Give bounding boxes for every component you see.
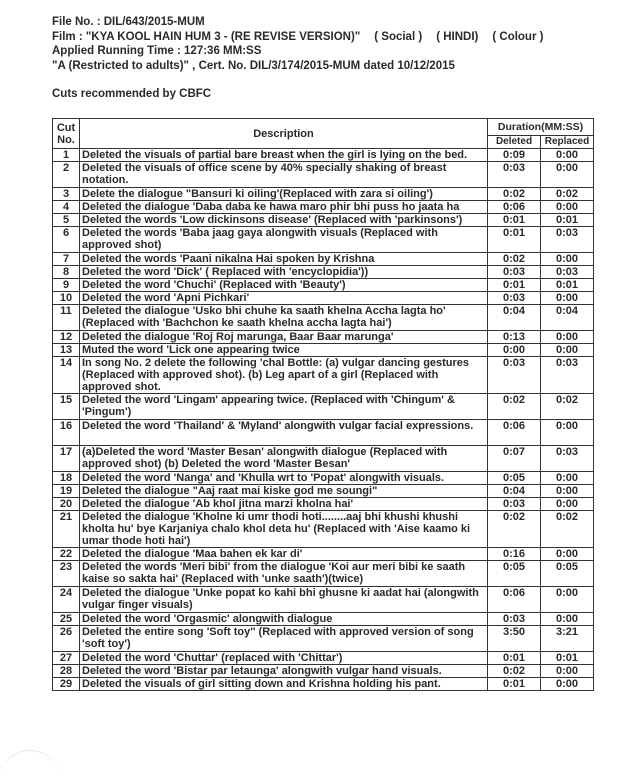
replaced-duration: 0:03 (541, 446, 594, 472)
certificate-line: "A (Restricted to adults)" , Cert. No. DIL/3/174/2015-MUM dated 10/12/2015 (52, 59, 455, 72)
cut-description: Deleted the dialogue "Aaj raat mai kiske god me soungi" (80, 485, 488, 498)
replaced-duration: 0:02 (541, 394, 594, 420)
cut-description: Deleted the dialogue 'Maa bahen ek kar di' (80, 548, 488, 561)
cut-number: 7 (53, 253, 80, 266)
replaced-duration: 0:00 (541, 162, 594, 188)
cut-description: Deleted the word 'Chuchi' (Replaced with 'Beauty') (80, 279, 488, 292)
table-row (53, 498, 594, 511)
cut-description: Deleted the dialogue 'Roj Roj marunga, Baar Baar marunga' (80, 331, 488, 344)
deleted-duration: 0:06 (488, 420, 541, 446)
deleted-duration: 0:03 (488, 266, 541, 279)
cut-number: 4 (53, 201, 80, 214)
table-row (53, 678, 594, 691)
cut-description: Deleted the words 'Paani nikalna Hai spoken by Krishna (80, 253, 488, 266)
replaced-duration: 0:02 (541, 188, 594, 201)
table-row (53, 626, 594, 652)
replaced-duration: 0:04 (541, 305, 594, 331)
deleted-duration: 0:06 (488, 587, 541, 613)
cut-description: Deleted the word 'Bistar par letaunga' alongwith vulgar hand visuals. (80, 665, 488, 678)
replaced-duration: 0:00 (541, 331, 594, 344)
table-row (53, 227, 594, 253)
table-row (53, 253, 594, 266)
file-number: File No. : DIL/643/2015-MUM (52, 16, 205, 28)
table-row (53, 305, 594, 331)
replaced-duration: 0:01 (541, 652, 594, 665)
cut-number: 15 (53, 394, 80, 420)
deleted-duration: 0:02 (488, 394, 541, 420)
cut-description: Deleted the word 'Dick' ( Replaced with 'encyclopidia')) (80, 266, 488, 279)
table-row (53, 344, 594, 357)
replaced-duration: 0:03 (541, 357, 594, 394)
cuts-table-body (53, 149, 594, 691)
header-replaced: Replaced (541, 136, 594, 149)
cut-description: Deleted the word 'Orgasmic' alongwith dialogue (80, 613, 488, 626)
film-line (52, 30, 543, 45)
cut-description: Deleted the dialogue 'Kholne ki umr thodi hoti........aaj bhi khushi khushi kholta hu' bye Karjaniya chalo khol deta hu' (Replaced with 'Aise kaamo ki umar thode hoti hai') (80, 511, 488, 548)
cuts-table (52, 118, 594, 691)
replaced-duration: 0:00 (541, 678, 594, 691)
cut-description: Deleted the visuals of partial bare breast when the girl is lying on the bed. (80, 149, 488, 162)
cut-number: 14 (53, 357, 80, 394)
header-description: Description (80, 119, 488, 149)
replaced-duration: 0:02 (541, 511, 594, 548)
cut-description: Deleted the dialogue 'Daba daba ke hawa maro phir bhi puss ho jaata ha (80, 201, 488, 214)
cut-number: 29 (53, 678, 80, 691)
table-row (53, 420, 594, 446)
cut-description: Deleted the dialogue 'Ab khol jitna marzi kholna hai' (80, 498, 488, 511)
deleted-duration: 0:04 (488, 485, 541, 498)
deleted-duration: 0:01 (488, 214, 541, 227)
running-time: Applied Running Time : 127:36 MM:SS (52, 45, 262, 57)
replaced-duration: 0:00 (541, 613, 594, 626)
cut-number: 1 (53, 149, 80, 162)
deleted-duration: 0:09 (488, 149, 541, 162)
table-row (53, 357, 594, 394)
replaced-duration: 0:00 (541, 472, 594, 485)
deleted-duration: 0:03 (488, 292, 541, 305)
replaced-duration: 0:03 (541, 227, 594, 253)
cut-number: 18 (53, 472, 80, 485)
cut-description: Muted the word 'Lick one appearing twice (80, 344, 488, 357)
header-cut-no: Cut No. (53, 119, 80, 149)
cut-description: (a)Deleted the word 'Master Besan' alongwith dialogue (Replaced with approved shot) (b) Deleted the word 'Master Besan' (80, 446, 488, 472)
replaced-duration: 0:00 (541, 201, 594, 214)
cut-number: 8 (53, 266, 80, 279)
cut-number: 26 (53, 626, 80, 652)
table-row (53, 188, 594, 201)
replaced-duration: 0:05 (541, 561, 594, 587)
table-row (53, 548, 594, 561)
deleted-duration: 0:16 (488, 548, 541, 561)
cut-number: 22 (53, 548, 80, 561)
cut-description: Deleted the word 'Thailand' & 'Myland' alongwith vulgar facial expressions. (80, 420, 488, 446)
cut-number: 21 (53, 511, 80, 548)
cut-description: Deleted the word 'Chuttar' (replaced with 'Chittar') (80, 652, 488, 665)
table-row (53, 266, 594, 279)
deleted-duration: 0:07 (488, 446, 541, 472)
deleted-duration: 0:01 (488, 279, 541, 292)
replaced-duration: 0:03 (541, 266, 594, 279)
deleted-duration: 0:01 (488, 652, 541, 665)
cut-number: 24 (53, 587, 80, 613)
cut-number: 13 (53, 344, 80, 357)
replaced-duration: 0:00 (541, 420, 594, 446)
header-deleted: Deleted (488, 136, 541, 149)
cut-number: 11 (53, 305, 80, 331)
replaced-duration: 0:01 (541, 279, 594, 292)
deleted-duration: 0:02 (488, 511, 541, 548)
replaced-duration: 0:00 (541, 253, 594, 266)
table-row (53, 162, 594, 188)
table-row (53, 201, 594, 214)
table-row (53, 652, 594, 665)
replaced-duration: 0:00 (541, 292, 594, 305)
table-row (53, 472, 594, 485)
cut-description: Deleted the words 'Low dickinsons disease' (Replaced with 'parkinsons') (80, 214, 488, 227)
film-colour: ( Colour ) (492, 30, 544, 43)
cut-description: Deleted the visuals of office scene by 40% specially shaking of breast notation. (80, 162, 488, 188)
cut-number: 20 (53, 498, 80, 511)
cut-number: 17 (53, 446, 80, 472)
cut-number: 5 (53, 214, 80, 227)
cut-number: 12 (53, 331, 80, 344)
table-row (53, 613, 594, 626)
deleted-duration: 0:02 (488, 665, 541, 678)
cut-number: 9 (53, 279, 80, 292)
replaced-duration: 0:00 (541, 587, 594, 613)
deleted-duration: 0:02 (488, 253, 541, 266)
table-row (53, 561, 594, 587)
cut-number: 2 (53, 162, 80, 188)
cut-description: Deleted the words 'Meri bibi' from the dialogue 'Koi aur meri bibi ke saath kaise so sakta hai' (Replaced with 'unke saath')(twice) (80, 561, 488, 587)
document-header (52, 15, 543, 73)
replaced-duration: 0:00 (541, 149, 594, 162)
table-row (53, 587, 594, 613)
cut-description: Deleted the visuals of girl sitting down and Krishna holding his pant. (80, 678, 488, 691)
deleted-duration: 0:05 (488, 472, 541, 485)
deleted-duration: 0:02 (488, 188, 541, 201)
cut-number: 27 (53, 652, 80, 665)
table-row (53, 511, 594, 548)
replaced-duration: 0:00 (541, 485, 594, 498)
cut-number: 23 (53, 561, 80, 587)
replaced-duration: 0:00 (541, 344, 594, 357)
deleted-duration: 0:04 (488, 305, 541, 331)
cut-number: 6 (53, 227, 80, 253)
deleted-duration: 0:00 (488, 344, 541, 357)
table-row (53, 331, 594, 344)
cut-description: Deleted the entire song 'Soft toy'' (Replaced with approved version of song 'soft toy') (80, 626, 488, 652)
replaced-duration: 0:00 (541, 498, 594, 511)
cut-description: In song No. 2 delete the following 'chal Bottle: (a) vulgar dancing gestures (Replaced with approved shot). (b) Leg apart of a girl (Replaced with approved shot. (80, 357, 488, 394)
table-row (53, 214, 594, 227)
faint-stamp (0, 750, 60, 780)
cut-number: 10 (53, 292, 80, 305)
replaced-duration: 0:00 (541, 548, 594, 561)
cut-description: Deleted the word 'Lingam' appearing twice. (Replaced with 'Chingum' & 'Pingum') (80, 394, 488, 420)
cut-description: Deleted the word 'Nanga' and 'Khulla wrt to 'Popat' alongwith visuals. (80, 472, 488, 485)
deleted-duration: 0:13 (488, 331, 541, 344)
replaced-duration: 0:01 (541, 214, 594, 227)
table-row (53, 149, 594, 162)
deleted-duration: 0:03 (488, 613, 541, 626)
cut-number: 16 (53, 420, 80, 446)
cut-description: Deleted the words 'Baba jaag gaya alongwith visuals (Replaced with approved shot) (80, 227, 488, 253)
header-duration: Duration(MM:SS) (488, 119, 594, 136)
film-title: Film : "KYA KOOL HAIN HUM 3 - (RE REVISE VERSION)" (52, 30, 361, 43)
cut-description: Delete the dialogue "Bansuri ki oiling'(Replaced with zara si oiling') (80, 188, 488, 201)
cut-description: Deleted the dialogue 'Unke popat ko kahi bhi ghusne ki aadat hai (alongwith vulgar finger visuals) (80, 587, 488, 613)
deleted-duration: 0:03 (488, 357, 541, 394)
deleted-duration: 0:03 (488, 498, 541, 511)
deleted-duration: 0:05 (488, 561, 541, 587)
deleted-duration: 0:01 (488, 227, 541, 253)
cut-description: Deleted the dialogue 'Usko bhi chuhe ka saath khelna Accha lagta ho' (Replaced with 'Bachchon ke saath khelna accha lagta hai') (80, 305, 488, 331)
deleted-duration: 3:50 (488, 626, 541, 652)
cuts-title: Cuts recommended by CBFC (52, 88, 212, 100)
table-row (53, 292, 594, 305)
table-row (53, 485, 594, 498)
table-row (53, 446, 594, 472)
replaced-duration: 3:21 (541, 626, 594, 652)
cut-description: Deleted the word 'Apni Pichkari' (80, 292, 488, 305)
film-genre: ( Social ) (374, 30, 423, 43)
table-row (53, 665, 594, 678)
film-language: ( HINDI) (436, 30, 479, 43)
deleted-duration: 0:03 (488, 162, 541, 188)
cut-number: 25 (53, 613, 80, 626)
deleted-duration: 0:01 (488, 678, 541, 691)
table-row (53, 394, 594, 420)
cut-number: 19 (53, 485, 80, 498)
cut-number: 28 (53, 665, 80, 678)
table-row (53, 279, 594, 292)
cut-number: 3 (53, 188, 80, 201)
replaced-duration: 0:00 (541, 665, 594, 678)
deleted-duration: 0:06 (488, 201, 541, 214)
